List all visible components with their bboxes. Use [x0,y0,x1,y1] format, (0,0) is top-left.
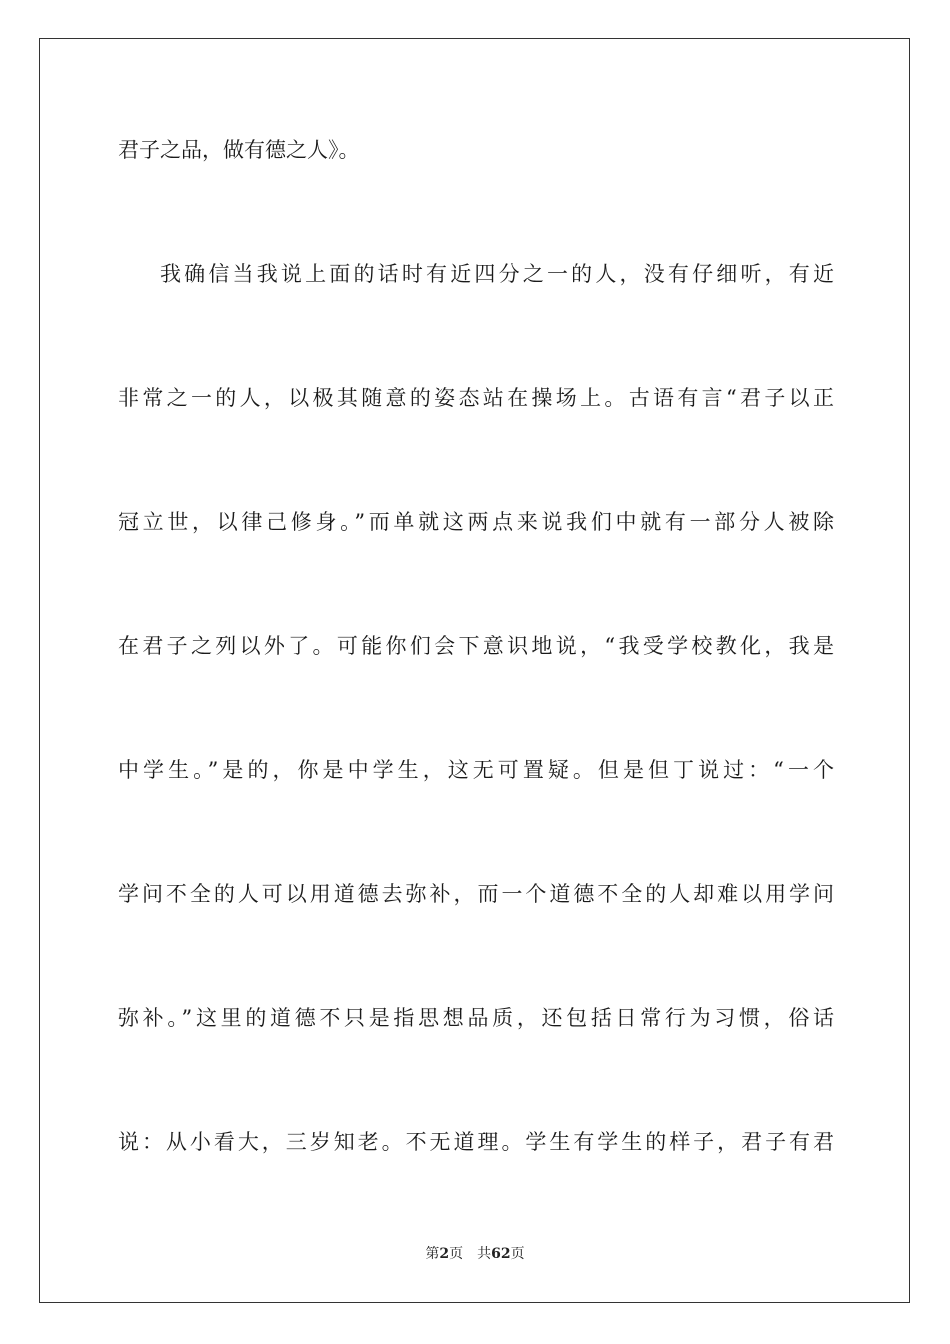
paragraph-line-2: 我确信当我说上面的话时有近四分之一的人，没有仔细听，有近 [160,262,834,286]
page-border [39,38,910,1303]
paragraph-line-4: 冠立世，以律己修身。”而单就这两点来说我们中就有一部分人被除 [118,510,834,534]
paragraph-line-6: 中学生。”是的，你是中学生，这无可置疑。但是但丁说过：“一个 [118,758,834,782]
paragraph-line-1: 君子之品，做有德之人》。 [118,138,360,162]
footer-page-prefix: 第 [425,1246,440,1262]
footer-total-prefix: 共 [477,1246,492,1262]
page-footer [0,1245,950,1263]
footer-page-suffix: 页 [449,1246,464,1262]
footer-total-suffix: 页 [510,1246,525,1262]
paragraph-line-9: 说：从小看大，三岁知老。不无道理。学生有学生的样子，君子有君 [118,1130,834,1154]
paragraph-line-7: 学问不全的人可以用道德去弥补，而一个道德不全的人却难以用学问 [118,882,834,906]
paragraph-line-5: 在君子之列以外了。可能你们会下意识地说，“我受学校教化，我是 [118,634,834,658]
paragraph-line-8: 弥补。”这里的道德不只是指思想品质，还包括日常行为习惯，俗话 [118,1006,834,1030]
footer-page-current: 2 [439,1246,450,1262]
footer-page-total: 62 [491,1246,511,1262]
paragraph-line-3: 非常之一的人，以极其随意的姿态站在操场上。古语有言“君子以正 [118,386,834,410]
